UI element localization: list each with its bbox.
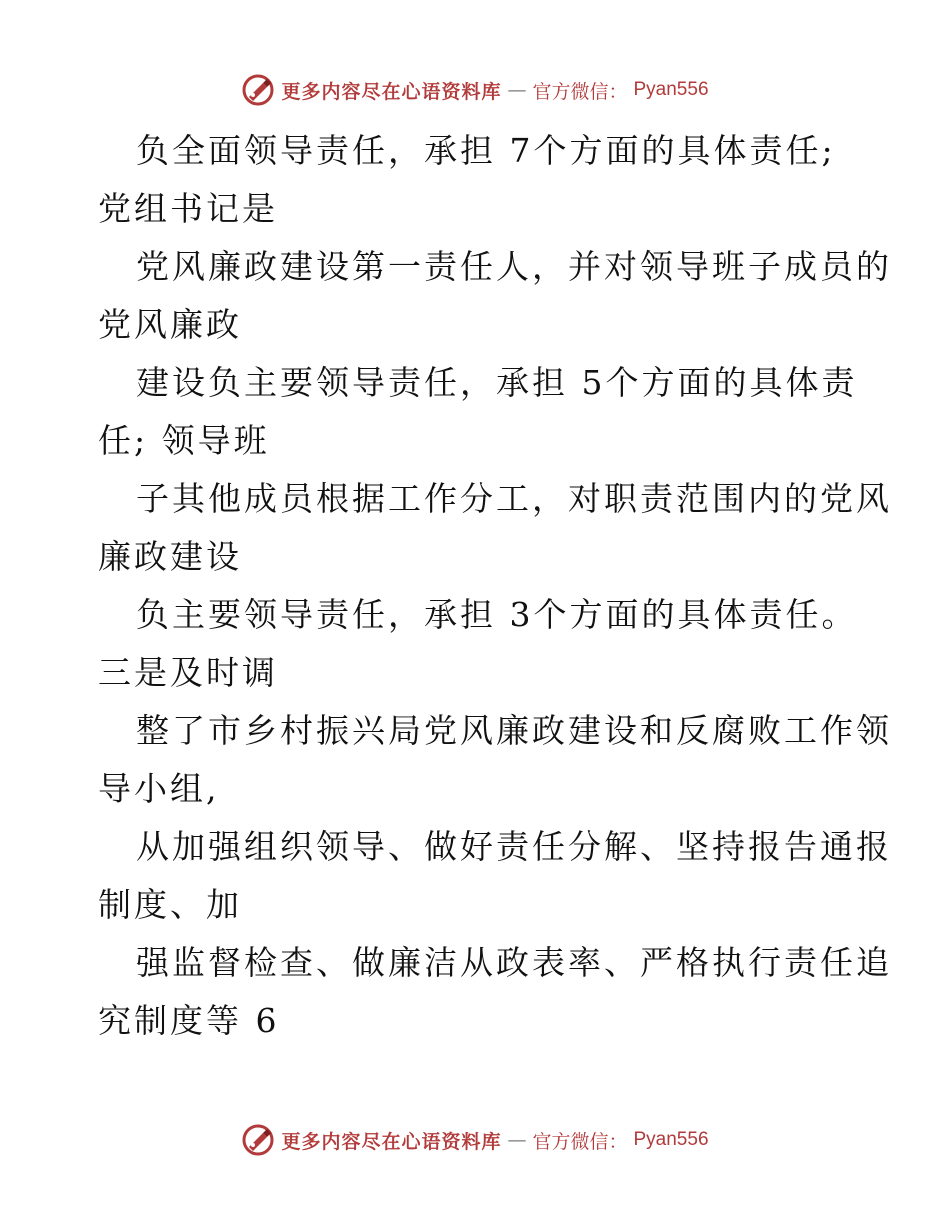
- document-body: [98, 122, 892, 1050]
- text-line: 党风廉政: [98, 305, 242, 344]
- watermark-separator: —: [507, 79, 527, 101]
- text-line: 整了市乡村振兴局党风廉政建设和反腐败工作领: [136, 711, 892, 750]
- text-line: 负主要领导责任，承担 3个方面的具体责任。: [136, 595, 858, 634]
- header-watermark: [0, 70, 950, 110]
- text-line: 从加强组织领导、做好责任分解、坚持报告通报: [136, 827, 892, 866]
- watermark-brand-text: 更多内容尽在心语资料库: [281, 1130, 502, 1153]
- pen-circle-logo-icon: [241, 73, 275, 107]
- footer-watermark: [0, 1120, 950, 1160]
- text-line: 导小组,: [98, 769, 220, 808]
- watermark-wechat-id: Pyan556: [633, 1129, 709, 1150]
- watermark-separator: —: [507, 1129, 527, 1151]
- text-line: 廉政建设: [98, 537, 242, 576]
- watermark-wechat-label: 官方微信：: [532, 1130, 628, 1153]
- text-line: 强监督检查、做廉洁从政表率、严格执行责任追: [136, 943, 892, 982]
- text-line: 究制度等 6: [98, 1001, 280, 1040]
- text-line: 党风廉政建设第一责任人，并对领导班子成员的: [136, 247, 892, 286]
- watermark-wechat-id: Pyan556: [633, 79, 709, 100]
- text-line: 三是及时调: [98, 653, 278, 692]
- text-line: 党组书记是: [98, 189, 278, 228]
- text-line: 负全面领导责任，承担 7个方面的具体责任;: [136, 131, 836, 170]
- text-line: 制度、加: [98, 885, 242, 924]
- text-line: 建设负主要领导责任，承担 5个方面的具体责: [136, 363, 858, 402]
- watermark-brand-text: 更多内容尽在心语资料库: [281, 80, 502, 103]
- pen-circle-logo-icon: [241, 1123, 275, 1157]
- watermark-wechat-label: 官方微信：: [532, 80, 628, 103]
- text-line: 子其他成员根据工作分工，对职责范围内的党风: [136, 479, 892, 518]
- text-line: 任; 领导班: [98, 421, 270, 460]
